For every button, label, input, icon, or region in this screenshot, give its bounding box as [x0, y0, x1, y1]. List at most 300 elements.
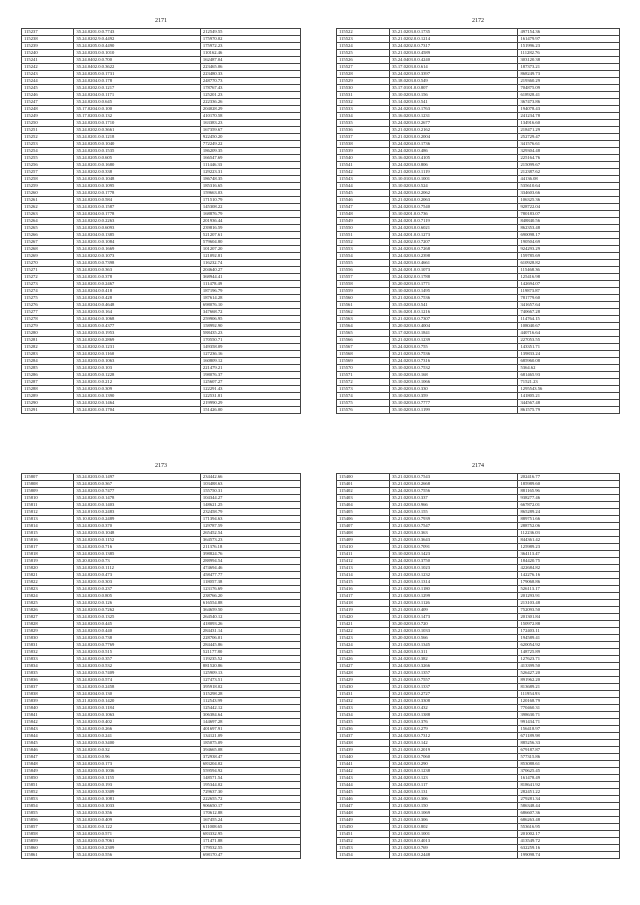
parcel-value: 186748.35 — [200, 176, 300, 183]
parcel-code: 35.24.0205.0.0.7398 — [74, 260, 201, 267]
parcel-value: 862353.48 — [518, 225, 620, 232]
row-id: 115850 — [22, 775, 74, 782]
row-id: 115410 — [337, 544, 390, 551]
row-id: 115266 — [22, 232, 74, 239]
parcel-code: 35.24.0203.0.0.7556 — [390, 488, 518, 495]
parcel-code: 35.24.0204.0.0.1068 — [74, 316, 201, 323]
row-id: 115237 — [22, 29, 74, 36]
table-row — [22, 656, 301, 663]
parcel-code: 35.24.0203.0.0.1953 — [74, 330, 201, 337]
row-id: 115417 — [337, 593, 390, 600]
parcel-code: 35.20.0203.0.0.73 — [74, 558, 201, 565]
parcel-value: 238766.20 — [200, 593, 300, 600]
table-row — [337, 565, 620, 572]
parcel-value: 521177.80 — [200, 649, 300, 656]
parcel-value: 632259.16 — [518, 845, 620, 852]
parcel-code: 35.24.0203.0.0.266 — [74, 726, 201, 733]
table-row — [337, 677, 620, 684]
row-id: 115424 — [337, 642, 390, 649]
table-row — [22, 113, 301, 120]
parcel-value: 211376.18 — [200, 544, 300, 551]
parcel-code: 35.21.0203.0.0.1119 — [390, 169, 518, 176]
page-number: 2174 — [472, 463, 484, 469]
parcel-value: 148571.54 — [200, 775, 300, 782]
table-row — [22, 225, 301, 232]
parcel-value: 186209.35 — [200, 148, 300, 155]
table-row — [337, 344, 620, 351]
parcel-value: 148725.89 — [518, 649, 620, 656]
parcel-code: 35.24.0201.0.0.2467 — [74, 281, 201, 288]
row-id: 115555 — [337, 260, 390, 267]
table-row — [337, 600, 620, 607]
table-row — [337, 239, 620, 246]
parcel-value: 848840.56 — [518, 218, 620, 225]
parcel-value: 204640.27 — [200, 267, 300, 274]
table-row — [337, 113, 620, 120]
row-id: 115267 — [22, 239, 74, 246]
parcel-code: 35.24.0202.0.0.1464 — [74, 400, 201, 407]
parcel-value: 341576.61 — [518, 141, 620, 148]
parcel-value: 112236.03 — [518, 530, 620, 537]
table-row — [337, 309, 620, 316]
parcel-value: 166547.69 — [200, 155, 300, 162]
parcel-code: 35.24.0203.0.0.486 — [390, 148, 518, 155]
table-row — [22, 365, 301, 372]
table-row — [22, 642, 301, 649]
parcel-code: 35.24.0205.0.0.1228 — [74, 372, 201, 379]
parcel-value: 156418.97 — [518, 726, 620, 733]
table-row — [337, 593, 620, 600]
table-row — [22, 691, 301, 698]
parcel-value: 184420.75 — [518, 558, 620, 565]
table-row — [337, 838, 620, 845]
parcel-code: 35.24.0203.0.0.193 — [74, 782, 201, 789]
table-row — [337, 747, 620, 754]
row-id: 115258 — [22, 176, 74, 183]
parcel-value: 497154.36 — [518, 29, 620, 36]
row-id: 115279 — [22, 323, 74, 330]
row-id: 115421 — [337, 621, 390, 628]
table-row — [337, 642, 620, 649]
table-row — [22, 330, 301, 337]
parcel-code: 35.24.0202.0.0.1778 — [74, 190, 201, 197]
parcel-code: 35.24.0403.0.0.4240 — [390, 57, 518, 64]
parcel-code: 35.21.0203.0.0.363 — [390, 530, 518, 537]
table-row — [337, 789, 620, 796]
row-id: 115820 — [22, 565, 74, 572]
parcel-value: 526113.17 — [518, 586, 620, 593]
row-id: 115403 — [337, 495, 390, 502]
parcel-code: 35.24.0103.0.0.2483 — [74, 509, 201, 516]
parcel-code: 35.24.0203.0.0.1010 — [74, 50, 201, 57]
parcel-code: 35.24.0203.0.0.1669 — [74, 246, 201, 253]
row-id: 115409 — [337, 537, 390, 544]
table-row — [22, 649, 301, 656]
parcel-code: 35.21.0203.0.0.2019 — [390, 747, 518, 754]
row-id: 115274 — [22, 288, 74, 295]
table-row — [22, 495, 301, 502]
parcel-value: 698170.47 — [200, 852, 300, 859]
land-value-table — [336, 28, 620, 414]
table-row — [337, 204, 620, 211]
parcel-value: 288994.54 — [200, 558, 300, 565]
parcel-code: 35.24.0202.0.0.1160 — [74, 351, 201, 358]
parcel-value: 195344.02 — [200, 782, 300, 789]
parcel-code: 35.24.0203.0.0.1497 — [74, 474, 201, 481]
row-id: 115262 — [22, 204, 74, 211]
page-2172 — [336, 18, 620, 438]
parcel-code: 35.24.0203.0.0.3400 — [74, 740, 201, 747]
parcel-code: 35.24.0205.0.0.1040 — [74, 141, 201, 148]
row-id: 115423 — [337, 635, 390, 642]
table-row — [337, 50, 620, 57]
parcel-value: 143351.71 — [518, 344, 620, 351]
parcel-code: 35.10.0203.0.0.359 — [390, 393, 518, 400]
parcel-value: 610928.82 — [518, 260, 620, 267]
parcel-value: 922450.20 — [200, 134, 300, 141]
parcel-value: 161479.97 — [518, 36, 620, 43]
parcel-value: 134916.60 — [518, 120, 620, 127]
table-row — [337, 274, 620, 281]
row-id: 115431 — [337, 691, 390, 698]
parcel-value: 218471.29 — [518, 127, 620, 134]
parcel-code: 35.24.0402.0.0.3622 — [74, 64, 201, 71]
parcel-code: 35.24.0202.0.0.2869 — [74, 337, 201, 344]
parcel-value: 171510.79 — [200, 197, 300, 204]
parcel-code: 35.21.0203.0.0.7547 — [390, 523, 518, 530]
table-row — [337, 852, 620, 859]
row-id: 115563 — [337, 316, 390, 323]
row-id: 115858 — [22, 831, 74, 838]
parcel-code: 35.24.0203.0.0.131 — [390, 789, 518, 796]
table-row — [337, 803, 620, 810]
parcel-value: 185989.60 — [518, 481, 620, 488]
table-row — [22, 789, 301, 796]
table-row — [22, 607, 301, 614]
row-id: 115401 — [337, 481, 390, 488]
parcel-code: 35.24.0202.0.0.7207 — [390, 239, 518, 246]
parcel-code: 35.21.0204.0.0.2063 — [390, 197, 518, 204]
row-id: 115576 — [337, 407, 390, 414]
parcel-code: 35.21.0203.0.0.1238 — [390, 768, 518, 775]
row-id: 115557 — [337, 274, 390, 281]
parcel-value: 588435.23 — [200, 330, 300, 337]
parcel-value: 134121.09 — [200, 733, 300, 740]
row-id: 115253 — [22, 141, 74, 148]
parcel-value: 187196.79 — [200, 288, 300, 295]
parcel-value: 190504.69 — [518, 239, 620, 246]
parcel-code: 35.24.0203.0.0.2398 — [390, 253, 518, 260]
table-row — [337, 162, 620, 169]
row-id: 115283 — [22, 351, 74, 358]
parcel-value: 780183.07 — [518, 211, 620, 218]
parcel-code: 35.24.0203.0.0.432 — [390, 705, 518, 712]
parcel-value: 115468.36 — [518, 267, 620, 274]
row-id: 115288 — [22, 386, 74, 393]
parcel-code: 35.24.0201.0.0.1084 — [74, 239, 201, 246]
parcel-code: 35.24.0203.0.0.7769 — [74, 642, 201, 649]
row-id: 115416 — [337, 586, 390, 593]
parcel-value: 865289.24 — [518, 509, 620, 516]
table-row — [337, 719, 620, 726]
parcel-value: 194589.41 — [518, 635, 620, 642]
row-id: 115400 — [337, 474, 390, 481]
parcel-value: 306384.64 — [200, 712, 300, 719]
parcel-value: 212387.62 — [518, 169, 620, 176]
table-row — [337, 169, 620, 176]
parcel-value: 110162.46 — [200, 50, 300, 57]
row-id: 115444 — [337, 782, 390, 789]
table-row — [337, 614, 620, 621]
page-number: 2171 — [155, 18, 167, 24]
table-row — [337, 782, 620, 789]
table-row — [337, 43, 620, 50]
parcel-value: 5364.62 — [518, 365, 620, 372]
row-id: 115839 — [22, 698, 74, 705]
parcel-value: 163383.23 — [200, 120, 300, 127]
row-id: 115256 — [22, 162, 74, 169]
parcel-value: 889751.66 — [518, 516, 620, 523]
parcel-code: 35.24.0204.0.0.428 — [74, 295, 201, 302]
parcel-code: 35.24.0203.0.0.755 — [390, 344, 518, 351]
parcel-value: 185316.65 — [200, 183, 300, 190]
table-row — [337, 141, 620, 148]
parcel-value: 282451.22 — [518, 789, 620, 796]
parcel-value: 125607.27 — [200, 379, 300, 386]
parcel-code: 35.24.0203.0.0.6093 — [74, 225, 201, 232]
table-row — [22, 155, 301, 162]
page-2174 — [336, 463, 620, 883]
table-row — [22, 43, 301, 50]
row-id: 115539 — [337, 148, 390, 155]
row-id: 115282 — [22, 344, 74, 351]
parcel-code: 35.24.0204.0.0.1171 — [74, 92, 201, 99]
parcel-code: 35.21.0203.0.0.337 — [390, 495, 518, 502]
table-row — [337, 705, 620, 712]
table-row — [22, 782, 301, 789]
table-row — [337, 649, 620, 656]
table-row — [22, 593, 301, 600]
parcel-value: 71521.23 — [518, 379, 620, 386]
parcel-code: 35.24.0201.0.0.1704 — [74, 407, 201, 414]
table-row — [22, 274, 301, 281]
table-row — [337, 586, 620, 593]
row-id: 115522 — [337, 29, 390, 36]
parcel-value: 171471.88 — [200, 838, 300, 845]
parcel-code: 35.24.0201.0.0.1073 — [390, 267, 518, 274]
parcel-value: 279281.34 — [518, 796, 620, 803]
parcel-value: 885256.33 — [518, 740, 620, 747]
table-row — [337, 407, 620, 414]
parcel-code: 35.10.0203.0.0.2489 — [74, 516, 201, 523]
parcel-code: 35.24.0202.0.0.1217 — [74, 85, 201, 92]
parcel-code: 35.21.0203.0.0.2162 — [390, 127, 518, 134]
parcel-value: 114764.15 — [518, 316, 620, 323]
row-id: 115549 — [337, 218, 390, 225]
parcel-code: 35.17.0203.0.0.132 — [74, 113, 201, 120]
parcel-value: 144697.28 — [200, 719, 300, 726]
parcel-code: 35.21.0203.0.0.142 — [390, 740, 518, 747]
page-2173 — [21, 463, 301, 883]
parcel-value: 288752.06 — [518, 523, 620, 530]
parcel-value: 579604.80 — [200, 239, 300, 246]
row-id: 115446 — [337, 796, 390, 803]
parcel-code: 35.21.0203.0.0.1239 — [390, 337, 518, 344]
parcel-value: 194078.43 — [518, 106, 620, 113]
parcel-code: 35.21.0203.0.0.1473 — [390, 614, 518, 621]
row-id: 115269 — [22, 253, 74, 260]
row-id: 115859 — [22, 838, 74, 845]
row-id: 115247 — [22, 99, 74, 106]
row-id: 115525 — [337, 50, 390, 57]
parcel-code: 35.24.0203.0.0.1023 — [390, 565, 518, 572]
parcel-value: 228706.01 — [200, 635, 300, 642]
parcel-value: 160809.12 — [200, 358, 300, 365]
parcel-value: 239816.59 — [200, 225, 300, 232]
table-row — [22, 565, 301, 572]
table-row — [337, 148, 620, 155]
table-row — [22, 316, 301, 323]
parcel-code: 35.21.0203.0.0.7557 — [390, 677, 518, 684]
table-row — [22, 838, 301, 845]
parcel-code: 35.24.0203.0.0.2309 — [74, 845, 201, 852]
row-id: 115560 — [337, 295, 390, 302]
parcel-code: 35.24.0203.0.0.356 — [74, 810, 201, 817]
parcel-code: 35.24.0201.0.0.1478 — [74, 495, 201, 502]
row-id: 115238 — [22, 36, 74, 43]
parcel-code: 35.24.0203.0.0.123 — [390, 775, 518, 782]
table-row — [22, 351, 301, 358]
row-id: 115257 — [22, 169, 74, 176]
table-row — [22, 78, 301, 85]
parcel-code: 35.24.0203.0.0.1081 — [74, 796, 201, 803]
parcel-code: 35.24.0203.0.0.7316 — [390, 358, 518, 365]
table-row — [337, 260, 620, 267]
table-row — [337, 288, 620, 295]
parcel-code: 35.24.0203.0.0.7262 — [74, 607, 201, 614]
parcel-value: 906650.17 — [200, 803, 300, 810]
parcel-code: 35.24.0203.0.0.645 — [74, 99, 201, 106]
row-id: 115429 — [337, 677, 390, 684]
parcel-code: 35.10.0203.0.0.524 — [390, 183, 518, 190]
row-id: 115808 — [22, 481, 74, 488]
parcel-code: 35.24.0203.0.0.164 — [74, 309, 201, 316]
row-id: 115540 — [337, 155, 390, 162]
row-id: 115532 — [337, 99, 390, 106]
parcel-code: 35.24.0203.0.0.571 — [74, 831, 201, 838]
row-id: 115449 — [337, 817, 390, 824]
table-row — [22, 845, 301, 852]
parcel-value: 116232.74 — [200, 260, 300, 267]
row-id: 115554 — [337, 253, 390, 260]
parcel-value: 151426.00 — [200, 407, 300, 414]
table-row — [22, 796, 301, 803]
table-row — [337, 495, 620, 502]
table-row — [337, 663, 620, 670]
table-row — [337, 509, 620, 516]
parcel-code: 35.21.0203.0.0.1126 — [390, 600, 518, 607]
parcel-value: 667872.01 — [518, 502, 620, 509]
parcel-value: 679187.87 — [518, 747, 620, 754]
table-row — [22, 572, 301, 579]
table-row — [22, 57, 301, 64]
parcel-code: 35.21.0203.0.0.7543 — [390, 474, 518, 481]
table-row — [22, 824, 301, 831]
table-row — [22, 516, 301, 523]
parcel-code: 35.24.0201.0.0.7119 — [390, 218, 518, 225]
parcel-code: 35.24.0202.0.0.103 — [74, 365, 201, 372]
table-row — [22, 190, 301, 197]
parcel-value: 394665.08 — [200, 747, 300, 754]
parcel-value: 221479.21 — [200, 365, 300, 372]
parcel-value: 119235.52 — [200, 656, 300, 663]
row-id: 115405 — [337, 509, 390, 516]
parcel-code: 35.24.0201.0.0.1403 — [74, 502, 201, 509]
table-row — [22, 586, 301, 593]
row-id: 115437 — [337, 733, 390, 740]
parcel-value: 368944.41 — [200, 274, 300, 281]
row-id: 115441 — [337, 761, 390, 768]
parcel-value: 121092.81 — [200, 253, 300, 260]
parcel-code: 35.21.0203.0.0.7939 — [390, 516, 518, 523]
row-id: 115419 — [337, 607, 390, 614]
table-row — [22, 530, 301, 537]
row-id: 115546 — [337, 197, 390, 204]
row-id: 115277 — [22, 309, 74, 316]
parcel-code: 35.17.0101.0.0.807 — [390, 85, 518, 92]
parcel-value: 103488.63 — [200, 481, 300, 488]
table-row — [22, 64, 301, 71]
row-id: 115286 — [22, 372, 74, 379]
parcel-value: 413549.72 — [518, 838, 620, 845]
parcel-value: 891962.20 — [518, 677, 620, 684]
row-id: 115573 — [337, 386, 390, 393]
parcel-code: 35.16.0203.0.0.4105 — [390, 155, 518, 162]
row-id: 115840 — [22, 705, 74, 712]
parcel-value: 418093.26 — [200, 621, 300, 628]
parcel-value: 861575.79 — [518, 407, 620, 414]
parcel-value: 740667.28 — [518, 309, 620, 316]
parcel-value: 150972.88 — [518, 621, 620, 628]
parcel-value: 225164.76 — [518, 155, 620, 162]
parcel-value: 179068.86 — [518, 579, 620, 586]
parcel-value: 616554.88 — [200, 600, 300, 607]
table-row — [22, 141, 301, 148]
table-row — [22, 635, 301, 642]
table-row — [337, 64, 620, 71]
parcel-code: 35.21.0203.0.0.769 — [390, 845, 518, 852]
table-row — [22, 92, 301, 99]
parcel-value: 44136.08 — [518, 176, 620, 183]
parcel-code: 35.21.0203.0.0.4589 — [390, 50, 518, 57]
row-id: 115567 — [337, 344, 390, 351]
parcel-value: 162487.04 — [200, 57, 300, 64]
row-id: 115547 — [337, 204, 390, 211]
parcel-code: 35.24.0203.0.0.3750 — [390, 558, 518, 565]
table-row — [22, 670, 301, 677]
parcel-code: 35.24.0203.0.0.7061 — [74, 838, 201, 845]
parcel-code: 35.20.0203.0.0.1771 — [390, 281, 518, 288]
parcel-value: 334603.66 — [518, 190, 620, 197]
row-id: 115821 — [22, 572, 74, 579]
table-row — [22, 544, 301, 551]
table-row — [22, 295, 301, 302]
parcel-value: 252729.47 — [518, 134, 620, 141]
table-row — [337, 134, 620, 141]
row-id: 115841 — [22, 712, 74, 719]
table-row — [22, 537, 301, 544]
land-value-table — [21, 473, 301, 859]
